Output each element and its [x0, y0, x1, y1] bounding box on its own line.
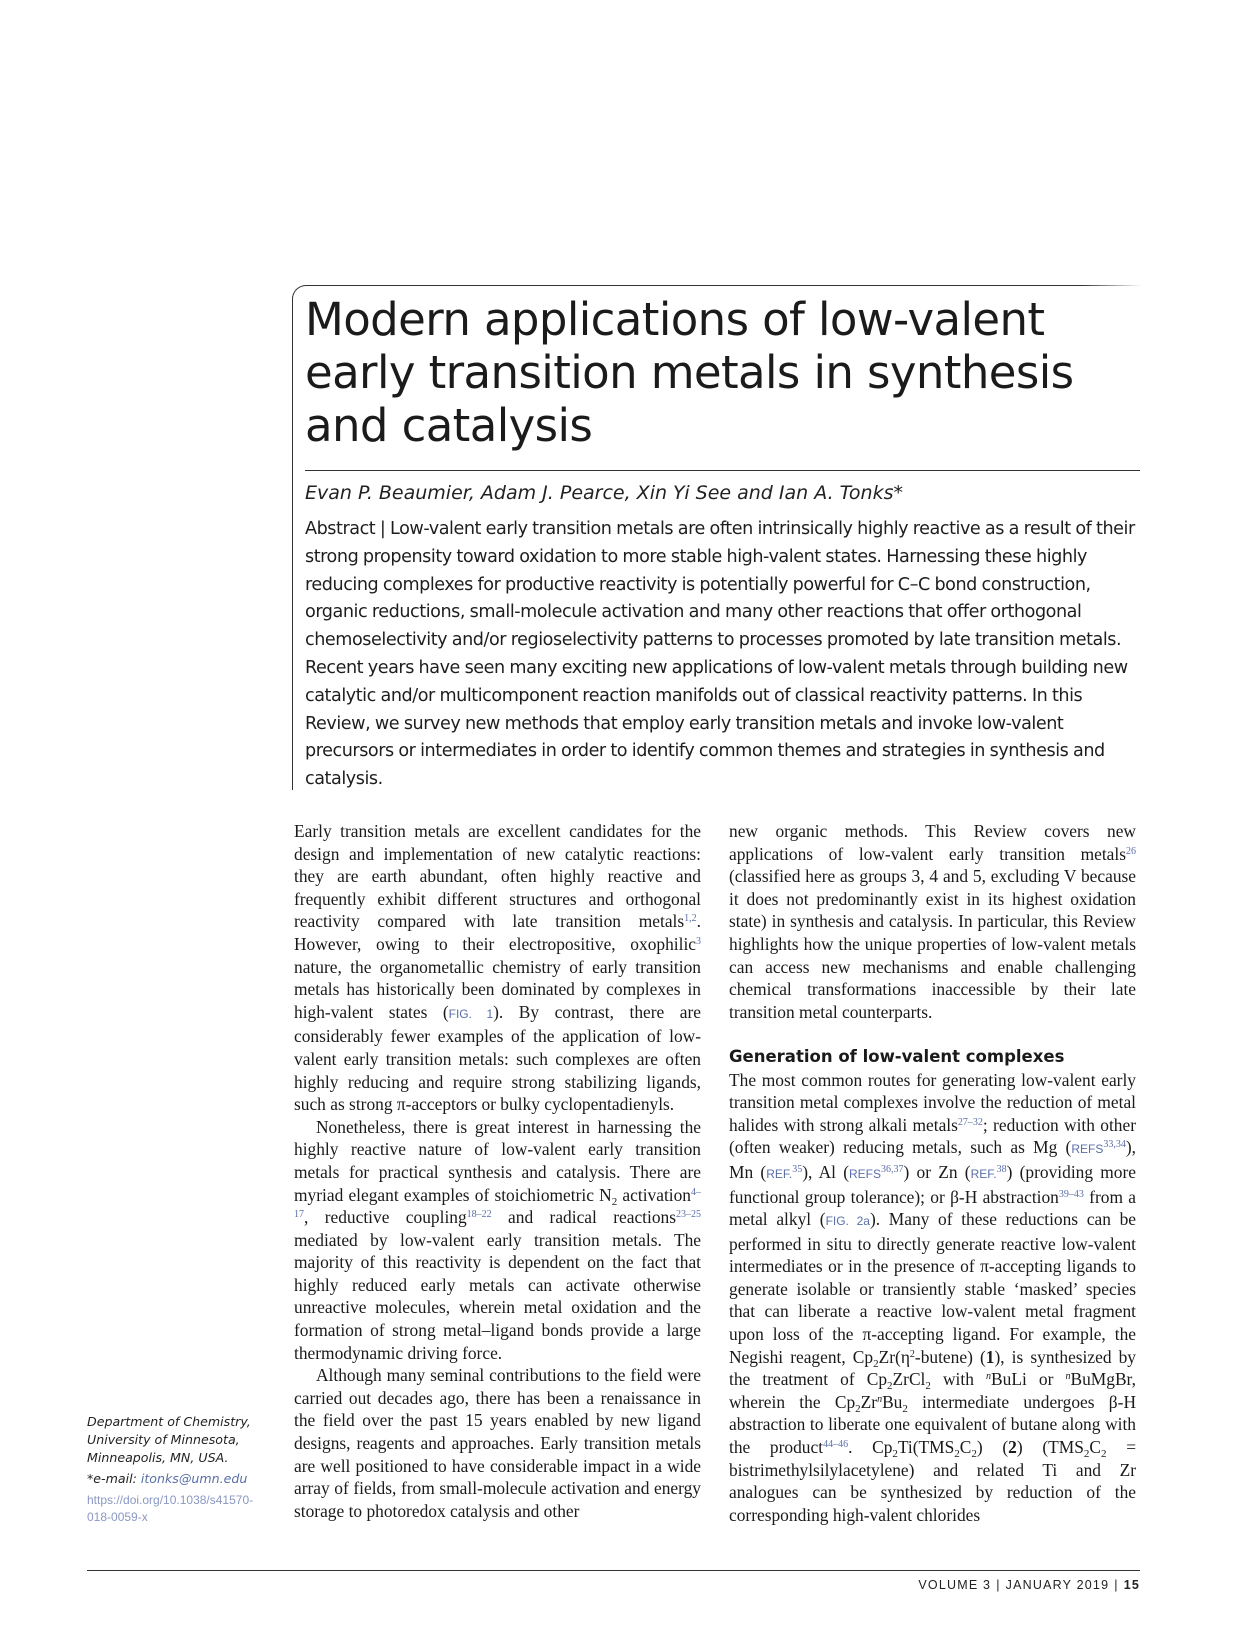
footer-divider: [87, 1570, 1140, 1571]
body-column-right: [729, 820, 1136, 1526]
email-link[interactable]: itonks@umn.edu: [140, 1471, 248, 1486]
abstract: Abstract | Low-valent early transition metals are often intrinsically highly reactive as a result of their strong propensity toward oxidation to more stable high-valent states. Harnessing these highly reducing complexes for productive reactivity is potentially powerful for C–C bond construction, organic reductions, small-molecule activation and many other reactions that offer orthogonal chemoselectivity and/or regioselectivity patterns to processes promoted by late transition metals. Recent years have seen many exciting new applications of low-valent metals through building new catalytic and/or multicomponent reaction manifolds out of classical reactivity patterns. In this Review, we survey new methods that employ early transition metals and invoke low-valent precursors or intermediates in order to identify common themes and strategies in synthesis and catalysis.: [305, 519, 1135, 790]
author-affiliation: Department of Chemistry, University of Minnesota, Minneapolis, MN, USA.: [87, 1414, 251, 1465]
citation[interactable]: 35: [792, 1163, 803, 1175]
page-footer: VOLUME 3 | JANUARY 2019 | 15: [918, 1578, 1140, 1592]
citation[interactable]: 39–43: [1058, 1188, 1084, 1200]
paragraph-continued: new organic methods. This Review covers new applications of low-valent early transition metals$^{26}$ (classified here as groups 3, 4 and 5, excluding V because it does not predominantly exist in its highest oxidation state) in synthesis and catalysis. In particular, this Review highlights how the unique properties of low-valent metals can access new mechanisms and enable challenging chemical transformations inaccessible by their late transition metal counterparts.: [729, 821, 1136, 1022]
paragraph-intro: Early transition metals are excellent candidates for the design and implementation of new catalytic reactions: they are earth abundant, often highly reactive and frequently exhibit different structures and orthogonal reactivity compared with late transition metals$^{1,2}$. However, owing to their electropositive, oxophilic$^3$ nature, the organometallic chemistry of early transition metals has historically been dominated by complexes in high-valent states (FIG. 1). By contrast, there are considerably fewer examples of the application of low-valent early transition metals: such complexes are often highly reducing and require strong stabilizing ligands, such as strong π-acceptors or bulky cyclopentadienyls.: [294, 821, 701, 1115]
citation[interactable]: 3: [696, 935, 701, 947]
author-list: Evan P. Beaumier, Adam J. Pearce, Xin Yi See and Ian A. Tonks*: [305, 482, 903, 504]
citation[interactable]: 33,34: [1103, 1139, 1126, 1151]
contact-email: *e-mail: itonks@umn.edu: [87, 1471, 248, 1486]
doi-link[interactable]: https://doi.org/10.1038/s41570-018-0059-x: [87, 1493, 254, 1524]
figure-link[interactable]: FIG. 1: [448, 1006, 494, 1021]
abstract-label: Abstract: [305, 519, 376, 539]
body-column-left: [294, 820, 701, 1522]
paragraph-nonetheless: Nonetheless, there is great interest in harnessing the highly reactive nature of low-valent early transition metals for practical synthesis and catalysis. There are myriad elegant examples of stoichiometric $N_2$ activation$^{4-17}$, reductive coupling$^{18-22}$ and radical reactions$^{23-25}$ mediated by low-valent early transition metals. The majority of this reactivity is dependent on the fact that highly reduced early metals can activate otherwise unreactive molecules, wherein metal oxidation and the formation of strong metal–ligand bonds provide a large thermodynamic driving force.: [294, 1116, 701, 1363]
citation[interactable]: 23–25: [676, 1209, 701, 1221]
citation[interactable]: 26: [1126, 845, 1136, 857]
citation[interactable]: 44–46: [823, 1439, 849, 1451]
article-title: Modern applications of low-valent early transition metals in synthesis and catalysis: [305, 293, 1074, 452]
citation[interactable]: 1,2: [684, 913, 697, 925]
citation[interactable]: 4–17: [294, 1186, 701, 1221]
citation[interactable]: 18–22: [466, 1209, 492, 1221]
citation[interactable]: 36,37: [881, 1163, 904, 1175]
title-divider: [305, 470, 1140, 471]
figure-link[interactable]: FIG. 2a: [825, 1214, 870, 1229]
abstract-text: Low-valent early transition metals are often intrinsically highly reactive as a result of their strong propensity toward oxidation to more stable high-valent states. Harnessing these highly reducing complexes for productive reactivity is potentially powerful for C–C bond construction, organic reductions, small-molecule activation and many other reactions that offer orthogonal chemoselectivity and/or regioselectivity patterns to processes promoted by late transition metals. Recent years have seen many exciting new applications of low-valent metals through building new catalytic and/or multicomponent reaction manifolds out of classical reactivity patterns. In this Review, we survey new methods that employ early transition metals and invoke low-valent precursors or intermediates in order to identify common themes and strategies in synthesis and catalysis.: [305, 519, 1135, 790]
paragraph-although: Although many seminal contributions to the field were carried out decades ago, there has been a renaissance in the field over the past 15 years enabled by new ligand designs, reagents and approaches. Early transition metals are well positioned to have considerable impact in a wide array of fields, from small-molecule activation and energy storage to photoredox catalysis and other: [294, 1365, 701, 1521]
page-number: 15: [1123, 1578, 1140, 1592]
citation[interactable]: 38: [996, 1163, 1007, 1175]
citation[interactable]: 27–32: [957, 1116, 983, 1128]
section-heading: Generation of low-valent complexes: [729, 1046, 1065, 1066]
paragraph-generation: The most common routes for generating low-valent early transition metal complexes involve the reduction of metal halides with strong alkali metals$^{27-32}$; reduction with other (often weaker) reducing metals, such as Mg (REFS$^{33,34}$), Mn (REF.$^{35}$), Al (REFS$^{36,37}$) or Zn (REF.$^{38}$) (providing more functional group tolerance); or β-H abstraction$^{39-43}$ from a metal alkyl (FIG. 2a). Many of these reductions can be performed in situ to directly generate reactive low-valent intermediates or in the presence of π-accepting ligands to generate isolable or transiently stable ‘masked’ species that can liberate a reactive low-valent metal fragment upon loss of the π-accepting ligand. For example, the Negishi reagent, $Cp_2Zr(\eta^2-butene)$ (1), is synthesized by the treatment of $Cp_2ZrCl_2$ with $^n$BuLi or $^n$BuMgBr, wherein the $Cp_2Zr^nBu_2$ intermediate undergoes β-H abstraction to liberate one equivalent of butane along with the product$^{44-46}$. $Cp_2Ti(TMS_2C_2)$ (2) ($TMS_2C_2$ = bistrimethylsilylacetylene) and related Ti and Zr analogues can be synthesized by reduction of the corresponding high-valent chlorides: [729, 1069, 1137, 1525]
